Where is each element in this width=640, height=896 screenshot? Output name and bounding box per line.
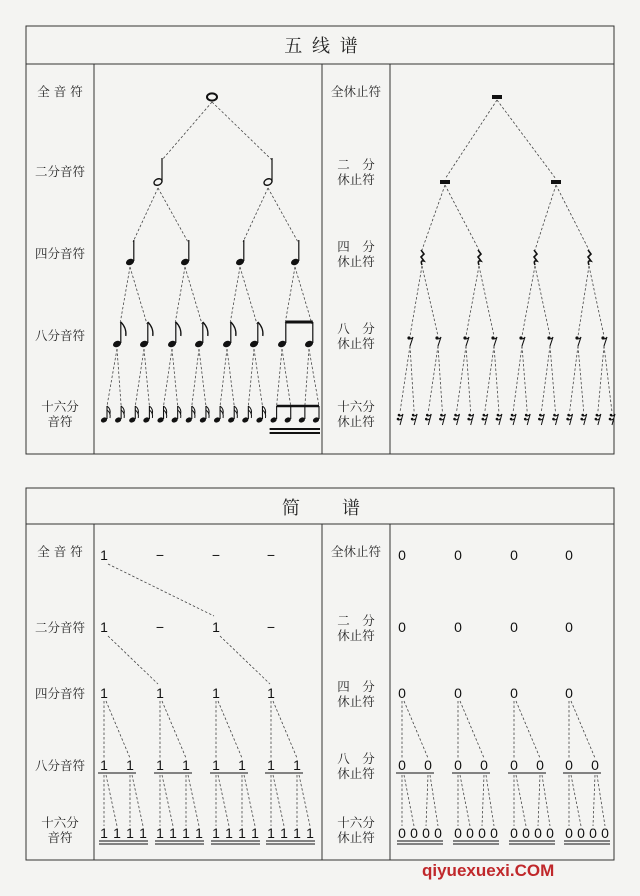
sixteenth-rest-zero: 0 [522,825,530,841]
sixteenth-note-digit: 1 [195,825,203,841]
dashed-connector [538,775,540,826]
dashed-connector [158,188,188,242]
row-label-line: 八 分 [337,321,375,336]
row-label-line: 音符 [47,414,73,429]
row-label [337,751,375,781]
row-label [37,544,83,559]
dashed-connector [460,775,470,826]
jianpu-rest-tree [396,547,610,844]
dashed-connector [135,349,144,406]
dashed-connector [254,349,262,406]
dashed-connector [243,188,268,242]
staff-note-tree [100,93,320,433]
jianpu-title: 简 谱 [282,498,362,519]
dashed-connector [466,266,479,336]
row-label [35,686,86,701]
dashed-connector [164,349,172,406]
dashed-connector [268,188,298,242]
sixteenth-rest-zero: 0 [410,825,418,841]
staff-title: 五 线 谱 [284,36,360,57]
row-label [337,321,375,351]
duration-dash: − [266,547,276,563]
dashed-connector [410,266,422,336]
eighth-note-flag [148,322,153,336]
dashed-connector [107,349,117,406]
row-label-line: 休止符 [337,254,375,269]
dashed-connector [144,349,149,406]
row-label-line: 全休止符 [330,544,382,559]
sixteenth-note-digit: 1 [306,825,314,841]
dashed-connector [305,349,309,406]
whole-note [207,93,217,100]
quarter-rest [588,250,591,265]
row-label-line: 休止符 [337,414,375,429]
dashed-connector [578,346,584,412]
dashed-connector [604,346,612,412]
dashed-connector [218,775,229,826]
watermark [422,861,554,880]
row-label-line: 二分音符 [34,620,86,635]
sixteenth-note-digit: 1 [238,825,246,841]
quarter-rest-zero: 0 [454,685,462,701]
sixteenth-rest-zero: 0 [546,825,554,841]
sixteenth-note-digit: 1 [139,825,147,841]
eighth-rest-zero: 0 [591,757,599,773]
half-note-digit: 1 [212,619,220,635]
row-label-line: 四 分 [337,679,375,694]
row-label [337,679,375,709]
whole-note-digit: 1 [100,547,108,563]
sixteenth-rest-zero: 0 [478,825,486,841]
row-label-line: 全休止符 [330,84,382,99]
quarter-rest-zero: 0 [398,685,406,701]
whole-rest-zero: 0 [565,547,573,563]
eighth-rest-zero: 0 [424,757,432,773]
dashed-connector [172,349,178,406]
row-label-line: 休止符 [337,172,375,187]
row-label-line: 四 分 [337,239,375,254]
eighth-rest-zero: 0 [454,757,462,773]
dashed-connector [400,346,410,412]
row-label-line: 十六分 [337,399,375,414]
sixteenth-note-digit: 1 [182,825,190,841]
dashed-connector [132,775,143,826]
sixteenth-rest-zero: 0 [466,825,474,841]
dashed-connector [593,775,595,826]
row-label [41,399,79,429]
dashed-connector [244,775,255,826]
sixteenth-note-digit: 1 [280,825,288,841]
dashed-connector [199,349,206,406]
dashed-connector [541,346,550,412]
dashed-connector [422,185,445,250]
sixteenth-rest-zero: 0 [398,825,406,841]
dashed-connector [117,349,121,406]
dashed-connector [106,775,117,826]
eighth-note-digit: 1 [267,757,275,773]
quarter-note-digit: 1 [267,685,275,701]
sixteenth-rest-zero: 0 [490,825,498,841]
dashed-connector [162,102,212,160]
jianpu-note-tree [98,547,315,844]
row-label-line: 四分音符 [34,246,86,261]
eighth-note-flag [176,322,181,336]
dashed-connector [516,701,540,758]
sixteenth-rest-zero: 0 [434,825,442,841]
eighth-note-flag [203,322,208,336]
row-label-line: 休止符 [337,336,375,351]
dashed-connector [410,346,414,412]
sixteenth-note-digit: 1 [100,825,108,841]
dashed-connector [175,267,185,324]
dashed-connector [570,346,578,412]
eighth-rest-zero: 0 [565,757,573,773]
sixteenth-note-digit: 1 [126,825,134,841]
dashed-connector [404,701,428,758]
dashed-connector [578,266,589,336]
dashed-connector [299,775,310,826]
dashed-connector [598,346,604,412]
half-rest [551,180,561,184]
row-label [35,164,86,179]
sixteenth-note-digit: 1 [156,825,164,841]
sixteenth-rest-zero: 0 [422,825,430,841]
dashed-connector [542,775,550,826]
row-label-line: 休止符 [337,628,375,643]
duration-dash: − [155,619,165,635]
dashed-connector [220,636,270,684]
whole-rest-zero: 0 [454,547,462,563]
row-label [331,84,382,99]
dashed-connector [277,349,282,406]
row-label-line: 音符 [47,830,73,845]
dashed-connector [522,346,527,412]
row-label-line: 全 音 符 [37,544,83,559]
quarter-note-digit: 1 [100,685,108,701]
dashed-connector [240,267,257,324]
row-label-line: 二 分 [337,613,375,628]
dashed-connector [597,775,605,826]
row-label [337,157,375,187]
staff-rest-tree [397,95,615,425]
dashed-connector [535,185,556,250]
quarter-rest [421,250,424,265]
dashed-connector [404,775,414,826]
sixteenth-note-digit: 1 [225,825,233,841]
quarter-note-digit: 1 [212,685,220,701]
row-label [337,613,375,643]
dashed-connector [550,346,555,412]
sixteenth-note-digit: 1 [251,825,259,841]
row-label-line: 八分音符 [34,328,86,343]
dashed-connector [522,266,535,336]
dashed-connector [185,267,202,324]
dashed-connector [426,775,428,826]
whole-rest-zero: 0 [510,547,518,563]
dashed-connector [273,701,297,758]
row-label [35,328,86,343]
row-label [35,758,86,773]
dashed-connector [486,775,494,826]
row-label [337,815,375,845]
dashed-connector [108,564,214,616]
dashed-connector [130,267,147,324]
dashed-connector [192,349,199,406]
dashed-connector [309,349,319,406]
dashed-connector [516,775,526,826]
sixteenth-rest-zero: 0 [601,825,609,841]
sixteenth-rest-zero: 0 [454,825,462,841]
dashed-connector [457,346,466,412]
eighth-rest-zero: 0 [536,757,544,773]
half-rest-zero: 0 [510,619,518,635]
sixteenth-note-digit: 1 [169,825,177,841]
row-label-line: 十六分 [337,815,375,830]
eighth-note-digit: 1 [156,757,164,773]
row-label-line: 休止符 [337,694,375,709]
dashed-connector [212,102,272,160]
dashed-connector [120,267,130,324]
dashed-connector [438,346,442,412]
half-rest-zero: 0 [398,619,406,635]
eighth-note-flag [258,322,263,336]
eighth-note-digit: 1 [293,757,301,773]
dashed-connector [218,701,242,758]
sixteenth-rest-zero: 0 [534,825,542,841]
eighth-rest-zero: 0 [398,757,406,773]
dashed-connector [494,346,499,412]
row-label-line: 休止符 [337,766,375,781]
quarter-rest [478,250,481,265]
sixteenth-note-digit: 1 [113,825,121,841]
dashed-connector [571,701,595,758]
dashed-connector [556,185,589,250]
dashed-connector [106,701,130,758]
eighth-note-flag [121,322,126,336]
eighth-note-digit: 1 [238,757,246,773]
dashed-connector [295,267,312,324]
row-label-line: 八 分 [337,751,375,766]
staff-panel [26,26,614,454]
eighth-note-digit: 1 [182,757,190,773]
sixteenth-note-digit: 1 [293,825,301,841]
dashed-connector [513,346,522,412]
quarter-rest [534,250,537,265]
jianpu-left-labels [35,544,86,845]
whole-rest [492,95,502,99]
dashed-connector [430,775,438,826]
whole-rest-zero: 0 [398,547,406,563]
eighth-rest-zero: 0 [480,757,488,773]
row-label [331,544,382,559]
duration-dash: − [266,619,276,635]
eighth-note-digit: 1 [126,757,134,773]
sixteenth-rest-zero: 0 [565,825,573,841]
dashed-connector [285,267,295,324]
row-label-line: 全 音 符 [37,84,83,99]
row-label [35,620,86,635]
watermark-text: qiyuexuexi.COM [422,861,555,880]
sixteenth-note-digit: 1 [212,825,220,841]
row-label [37,84,83,99]
dashed-connector [282,349,291,406]
dashed-connector [133,188,158,242]
dashed-connector [460,701,484,758]
row-label-line: 二 分 [337,157,375,172]
dashed-connector [445,185,479,250]
eighth-rest-zero: 0 [510,757,518,773]
dashed-connector [485,346,494,412]
row-label [337,239,375,269]
dashed-connector [230,267,240,324]
dashed-connector [428,346,438,412]
sixteenth-rest-zero: 0 [589,825,597,841]
eighth-note-digit: 1 [100,757,108,773]
dashed-connector [535,266,550,336]
dashed-connector [220,349,227,406]
dashed-connector [162,701,186,758]
row-label-line: 十六分 [41,815,79,830]
dashed-connector [422,266,438,336]
jianpu-right-labels [331,544,382,845]
quarter-rest-zero: 0 [510,685,518,701]
dashed-connector [466,346,471,412]
dashed-connector [445,100,497,179]
quarter-note-digit: 1 [156,685,164,701]
jianpu-panel [26,488,614,860]
staff-left-labels [35,84,86,429]
staff-right-labels [331,84,382,429]
dashed-connector [108,636,158,684]
dashed-connector [479,266,494,336]
dashed-connector [162,775,173,826]
dashed-connector [497,100,556,179]
row-label-line: 十六分 [41,399,79,414]
row-label [337,399,375,429]
dashed-connector [227,349,234,406]
sixteenth-rest-zero: 0 [577,825,585,841]
row-label-line: 休止符 [337,830,375,845]
duration-dash: − [211,547,221,563]
dashed-connector [571,775,581,826]
row-label [35,246,86,261]
eighth-note-digit: 1 [212,757,220,773]
sixteenth-note-digit: 1 [267,825,275,841]
duration-dash: − [155,547,165,563]
dashed-connector [273,775,284,826]
row-label-line: 四分音符 [34,686,86,701]
half-rest [440,180,450,184]
dashed-connector [589,266,604,336]
half-note-digit: 1 [100,619,108,635]
dashed-connector [482,775,484,826]
dashed-connector [188,775,199,826]
half-rest-zero: 0 [565,619,573,635]
eighth-note-flag [231,322,236,336]
row-label [41,815,79,845]
row-label-line: 二分音符 [34,164,86,179]
half-rest-zero: 0 [454,619,462,635]
dashed-connector [248,349,254,406]
row-label-line: 八分音符 [34,758,86,773]
sixteenth-rest-zero: 0 [510,825,518,841]
quarter-rest-zero: 0 [565,685,573,701]
